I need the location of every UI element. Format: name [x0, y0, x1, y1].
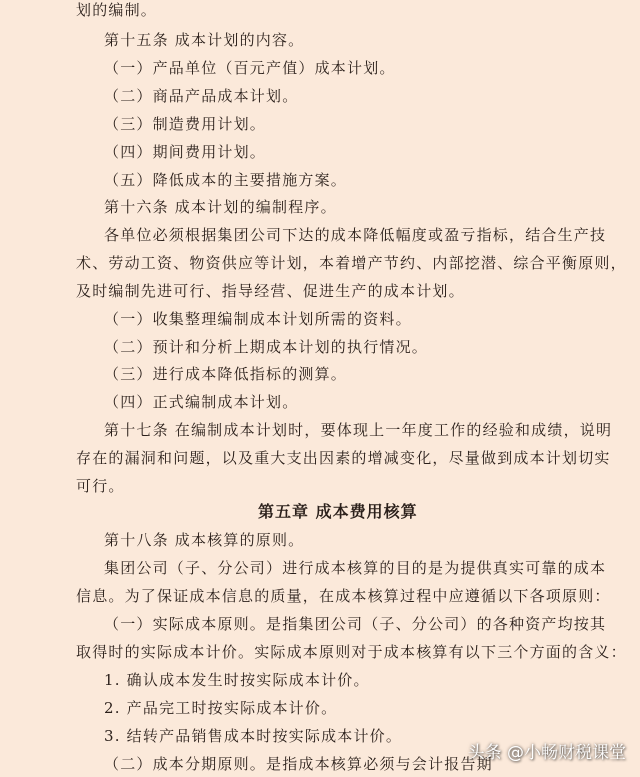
- paragraph-line: 集团公司（子、分公司）进行成本核算的目的是为提供真实可靠的成本: [104, 559, 607, 577]
- paragraph-line: （二）成本分期原则。是指成本核算必须与会计报告期: [104, 755, 493, 773]
- paragraph-line: 取得时的实际成本计价。实际成本原则对于成本核算有以下三个方面的含义：: [76, 643, 627, 661]
- paragraph-line: 及时编制先进可行、指导经营、促进生产的成本计划。: [76, 282, 465, 300]
- list-item: （二）预计和分析上期成本计划的执行情况。: [104, 338, 429, 356]
- paragraph-line: 术、劳动工资、物资供应等计划，本着增产节约、内部挖潜、综合平衡原则，: [76, 254, 627, 272]
- list-item: （四）期间费用计划。: [104, 143, 267, 161]
- list-item: （四）正式编制成本计划。: [104, 393, 299, 411]
- paragraph-line: （一）实际成本原则。是指集团公司（子、分公司）的各种资产均按其: [104, 615, 607, 633]
- text-line: 划的编制。: [76, 1, 158, 19]
- article-heading: 第十八条 成本核算的原则。: [104, 531, 305, 549]
- paragraph-line: 存在的漏洞和问题，以及重大支出因素的增减变化，尽量做到成本计划切实: [76, 449, 611, 467]
- paragraph-line: 可行。: [76, 477, 125, 495]
- paragraph-line: 信息。为了保证成本信息的质量，在成本核算过程中应遵循以下各项原则：: [76, 587, 611, 605]
- watermark-label: 头条 @小畅财税课堂: [467, 743, 626, 763]
- list-item: 1. 确认成本发生时按实际成本计价。: [104, 671, 370, 689]
- list-item: 3. 结转产品销售成本时按实际成本计价。: [104, 727, 403, 745]
- paragraph-line: 各单位必须根据集团公司下达的成本降低幅度或盈亏指标，结合生产技: [104, 226, 607, 244]
- list-item: （二）商品产品成本计划。: [104, 87, 299, 105]
- list-item: （三）制造费用计划。: [104, 115, 267, 133]
- article-heading: 第十七条 在编制成本计划时，要体现上一年度工作的经验和成绩，说明: [104, 421, 613, 439]
- list-item: （一）产品单位（百元产值）成本计划。: [104, 59, 396, 77]
- list-item: （三）进行成本降低指标的测算。: [104, 365, 348, 383]
- list-item: 2. 产品完工时按实际成本计价。: [104, 699, 338, 717]
- list-item: （一）收集整理编制成本计划所需的资料。: [104, 310, 412, 328]
- chapter-heading: 第五章 成本费用核算: [258, 502, 418, 521]
- article-heading: 第十六条 成本计划的编制程序。: [104, 198, 337, 216]
- article-heading: 第十五条 成本计划的内容。: [104, 31, 305, 49]
- list-item: （五）降低成本的主要措施方案。: [104, 171, 348, 189]
